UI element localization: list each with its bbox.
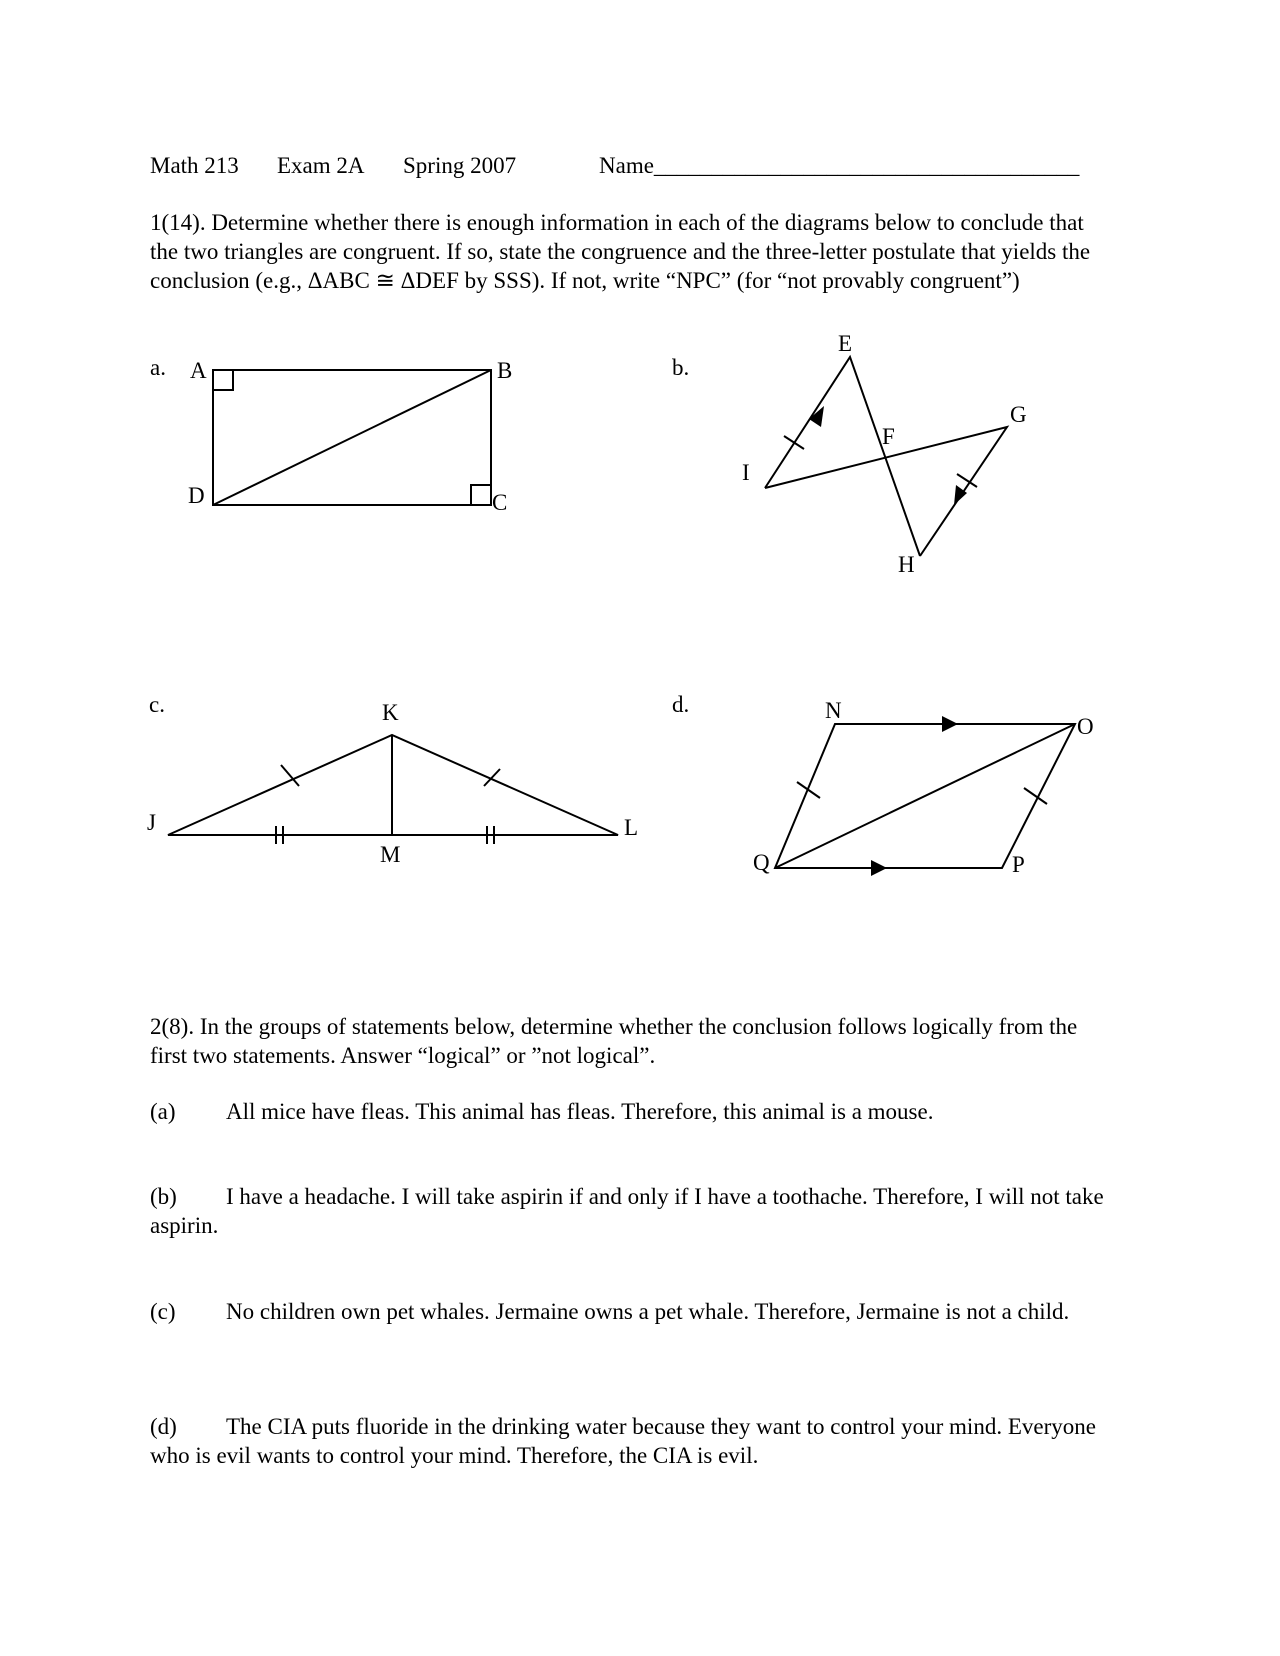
arrow-qp — [871, 860, 887, 876]
figure-d — [660, 690, 1100, 890]
question-2-text: 2(8). In the groups of statements below, determine whether the conclusion follows logically from the first two statements. Answer “logical” or ”not logical”. — [150, 1014, 1078, 1068]
tick-nq — [797, 782, 820, 798]
figure-d-label: d. — [672, 692, 690, 717]
figure-a — [140, 330, 700, 530]
vertex-n: N — [825, 698, 842, 723]
exam-term: Spring 2007 — [403, 153, 517, 178]
course-title: Math 213 — [150, 153, 239, 178]
arrow-no — [942, 716, 958, 732]
statement-d-label: (d) — [150, 1414, 177, 1439]
question-1-text: 1(14). Determine whether there is enough information in each of the diagrams below to conclude that the two triangles are congruent. If so, state the congruence and the three-letter postulate that yields the conclusion (e.g., ΔABC ≅ ΔDEF by SSS). If not, write “NPC” (for “not provably congruent”) — [150, 210, 1091, 293]
statement-c-text: No children own pet whales. Jermaine owns a pet whale. Therefore, Jermaine is not a child. — [226, 1299, 1070, 1324]
right-angle-c-mark — [471, 485, 491, 505]
vertex-h: H — [898, 552, 915, 577]
vertex-j: J — [147, 810, 156, 835]
vertex-e: E — [838, 331, 853, 356]
vertex-a: A — [190, 358, 207, 383]
figure-b — [660, 330, 1080, 577]
statement-a — [150, 1097, 1110, 1126]
vertex-i: I — [742, 460, 750, 485]
figure-c — [140, 690, 660, 870]
diagonal-qo — [775, 724, 1075, 868]
statement-b — [150, 1182, 1110, 1240]
vertex-l: L — [624, 815, 639, 840]
exam-title: Exam 2A — [277, 153, 365, 178]
statement-b-label: (b) — [150, 1184, 177, 1209]
vertex-q: Q — [753, 850, 770, 875]
vertex-b: B — [497, 358, 513, 383]
diagonal-db — [213, 370, 491, 505]
vertex-d: D — [188, 483, 205, 508]
tick-ie — [784, 436, 804, 449]
vertex-c: C — [492, 490, 508, 515]
figure-b-label: b. — [672, 355, 690, 380]
vertex-o: O — [1077, 714, 1094, 739]
question-2 — [150, 1012, 1110, 1070]
figure-c-label: c. — [149, 692, 165, 717]
statement-c-label: (c) — [150, 1299, 176, 1324]
statement-a-text: All mice have fleas. This animal has fleas. Therefore, this animal is a mouse. — [226, 1099, 934, 1124]
statement-b-text: I have a headache. I will take aspirin if and only if I have a toothache. Therefore, I will not take aspirin. — [150, 1184, 1104, 1238]
statement-d-text: The CIA puts fluoride in the drinking water because they want to control your mind. Everyone who is evil wants to control your mind. Therefore, the CIA is evil. — [150, 1414, 1096, 1468]
vertex-f: F — [882, 424, 895, 449]
segment-ie-ef-fh — [765, 357, 920, 556]
vertex-m: M — [380, 842, 401, 867]
vertex-p: P — [1012, 852, 1025, 877]
question-1 — [150, 208, 1110, 295]
statement-a-label: (a) — [150, 1099, 176, 1124]
figure-a-label: a. — [150, 355, 166, 380]
vertex-k: K — [382, 700, 399, 725]
statement-d — [150, 1412, 1110, 1470]
name-field: Name_____________________________________ — [599, 153, 1080, 178]
right-angle-a-mark — [213, 370, 233, 390]
vertex-g: G — [1010, 402, 1027, 427]
statement-c — [150, 1297, 1110, 1326]
